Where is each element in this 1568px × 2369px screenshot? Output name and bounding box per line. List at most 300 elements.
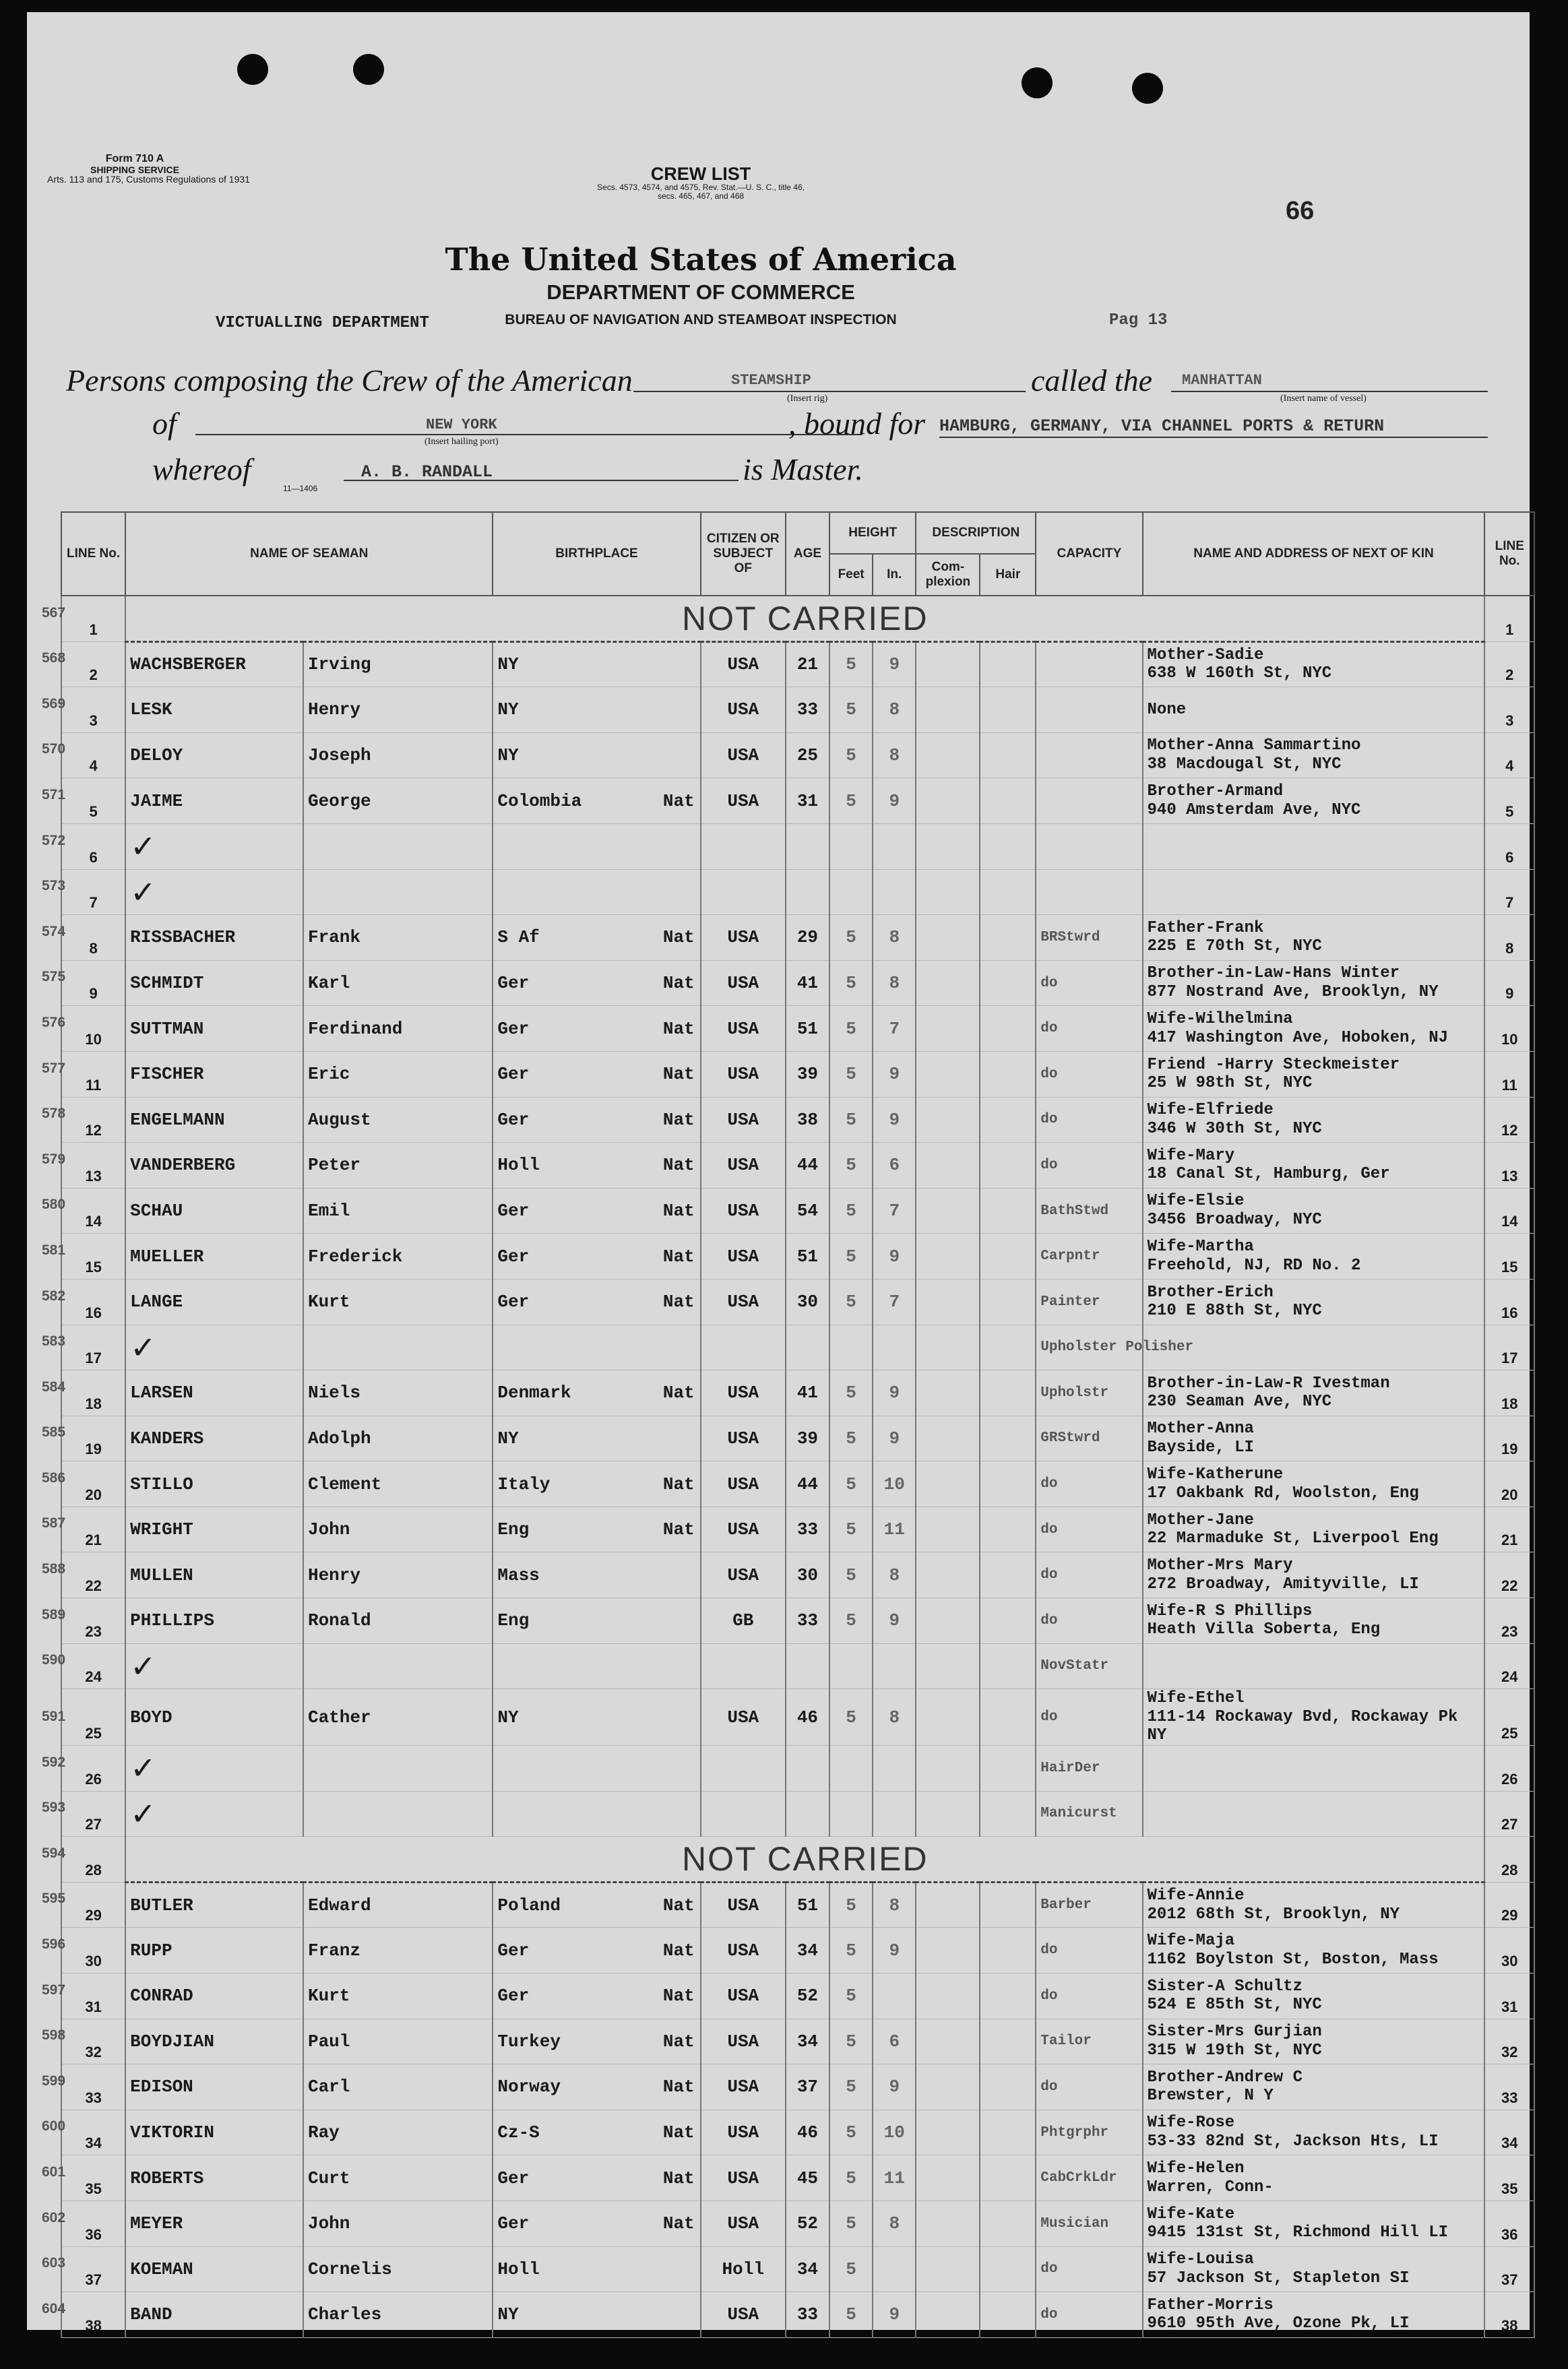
height-feet: 5 xyxy=(829,1973,873,2019)
line-number-right: 20 xyxy=(1484,1461,1534,1507)
birthplace-value: Eng xyxy=(497,1519,530,1540)
naturalized-mark: Nat xyxy=(662,1519,695,1540)
kin-name: Wife-R S Phillips xyxy=(1147,1602,1313,1620)
crew-row xyxy=(61,1791,1534,1837)
col-hair: Hair xyxy=(980,554,1036,596)
birthplace-value: Norway xyxy=(497,2077,561,2097)
birthplace-value: S Af xyxy=(497,927,540,948)
kin-name: Brother-in-Law-R Ivestman xyxy=(1147,1374,1390,1393)
complexion xyxy=(916,1461,980,1507)
line-number-right: 37 xyxy=(1484,2246,1534,2292)
height-inches: 6 xyxy=(873,1143,916,1189)
line-number-value: 23 xyxy=(85,1622,102,1640)
height-feet: 5 xyxy=(829,1507,873,1552)
height-inches: 9 xyxy=(873,641,916,687)
age xyxy=(786,1746,829,1792)
kin-name: Wife-Annie xyxy=(1147,1887,1245,1905)
not-carried-text: NOT CARRIED xyxy=(682,599,929,637)
line-number xyxy=(42,2292,125,2338)
birthplace-value: Holl xyxy=(497,2259,540,2279)
hair xyxy=(980,2201,1036,2246)
complexion xyxy=(916,1234,980,1280)
called-label: called the xyxy=(1031,363,1153,398)
capacity: Carpntr xyxy=(1036,1234,1142,1280)
citizenship: USA xyxy=(701,915,786,961)
surname xyxy=(125,1325,303,1370)
age: 39 xyxy=(786,1416,829,1461)
check-mark-icon: ✓ xyxy=(130,828,156,865)
birthplace-value: Ger xyxy=(497,2213,530,2234)
whereof-label: whereof xyxy=(152,452,251,486)
naturalized-mark: Nat xyxy=(662,2077,695,2097)
line-number-right: 13 xyxy=(1484,1143,1534,1189)
serial-stamp: 576 xyxy=(42,1014,66,1030)
hair xyxy=(980,2019,1036,2064)
citizenship: Holl xyxy=(701,2246,786,2292)
citizenship: USA xyxy=(701,1507,786,1552)
birthplace xyxy=(493,1006,700,1052)
capacity: Painter xyxy=(1036,1279,1142,1325)
crew-row xyxy=(61,960,1534,1006)
surname: JAIME xyxy=(125,778,303,824)
height-feet: 5 xyxy=(829,915,873,961)
hair xyxy=(980,2246,1036,2292)
line-number-right: 6 xyxy=(1484,823,1534,869)
kin-name: Wife-Louisa xyxy=(1147,2250,1254,2269)
height-feet: 5 xyxy=(829,2019,873,2064)
line-number-value: 18 xyxy=(85,1395,102,1412)
serial-stamp: 591 xyxy=(42,1709,66,1725)
complexion xyxy=(916,2064,980,2110)
crew-table xyxy=(42,511,1535,2338)
line-number-right: 35 xyxy=(1484,2155,1534,2201)
citizenship: USA xyxy=(701,2201,786,2246)
citizenship: USA xyxy=(701,687,786,733)
hair xyxy=(980,1097,1036,1143)
capacity: do xyxy=(1036,1689,1142,1746)
line-number-right: 19 xyxy=(1484,1416,1534,1461)
birthplace-value: Denmark xyxy=(497,1383,571,1403)
line-number-value: 7 xyxy=(89,894,98,912)
serial-stamp: 567 xyxy=(42,604,66,621)
height-feet: 5 xyxy=(829,732,873,778)
line-number-right: 26 xyxy=(1484,1746,1534,1792)
next-of-kin xyxy=(1143,1051,1485,1097)
surname: ROBERTS xyxy=(125,2155,303,2201)
not-carried-text: NOT CARRIED xyxy=(682,1840,929,1878)
citizenship: USA xyxy=(701,778,786,824)
complexion xyxy=(916,2246,980,2292)
department-heading: DEPARTMENT OF COMMERCE xyxy=(546,280,855,304)
surname: BAND xyxy=(125,2292,303,2338)
kin-address: 940 Amsterdam Ave, NYC xyxy=(1147,800,1361,819)
serial-stamp: 584 xyxy=(42,1379,66,1395)
citizenship: USA xyxy=(701,1973,786,2019)
hair xyxy=(980,732,1036,778)
next-of-kin xyxy=(1143,1006,1485,1052)
line-number-right: 38 xyxy=(1484,2292,1534,2338)
given-name: Kurt xyxy=(303,1973,493,2019)
crew-row xyxy=(61,2201,1534,2246)
birthplace-value: NY xyxy=(497,745,519,766)
height-feet: 5 xyxy=(829,1928,873,1973)
birthplace-value: Ger xyxy=(497,1109,530,1130)
citizenship: USA xyxy=(701,641,786,687)
birthplace-value: Ger xyxy=(497,1292,530,1313)
birthplace xyxy=(493,2155,700,2201)
naturalized-mark: Nat xyxy=(662,790,695,811)
height-inches: 11 xyxy=(873,1507,916,1552)
line-number xyxy=(42,1006,125,1052)
height-feet: 5 xyxy=(829,687,873,733)
citizenship xyxy=(701,1791,786,1837)
serial-stamp: 585 xyxy=(42,1424,66,1441)
line-number xyxy=(42,1837,125,1883)
line-number xyxy=(42,596,125,641)
given-name: Joseph xyxy=(303,732,493,778)
given-name: Henry xyxy=(303,687,493,733)
complexion xyxy=(916,1143,980,1189)
crew-row xyxy=(61,1552,1534,1598)
birthplace xyxy=(493,1279,700,1325)
surname: STILLO xyxy=(125,1461,303,1507)
kin-name: Father-Morris xyxy=(1147,2296,1274,2314)
given-name: Eric xyxy=(303,1051,493,1097)
surname xyxy=(125,1746,303,1792)
next-of-kin xyxy=(1143,1097,1485,1143)
kin-address: 9610 95th Ave, Ozone Pk, LI xyxy=(1147,2314,1410,2333)
kin-address: 111-14 Rockaway Bvd, Rockaway Pk NY xyxy=(1147,1707,1458,1745)
line-number-value: 4 xyxy=(89,757,98,775)
kin-name: Wife-Katherune xyxy=(1147,1465,1284,1484)
line-number xyxy=(42,2155,125,2201)
birthplace xyxy=(493,869,700,915)
line-number xyxy=(42,869,125,915)
height-feet: 5 xyxy=(829,1461,873,1507)
height-inches: 9 xyxy=(873,1051,916,1097)
line-number-value: 1 xyxy=(89,621,98,638)
surname: SCHAU xyxy=(125,1188,303,1234)
citizenship: USA xyxy=(701,1006,786,1052)
birthplace xyxy=(493,1643,700,1689)
citizenship: USA xyxy=(701,1279,786,1325)
kin-name: Mother-Anna xyxy=(1147,1420,1254,1439)
capacity: NovStatr xyxy=(1036,1643,1142,1689)
page-stamp: 66 xyxy=(1286,197,1315,225)
line-number xyxy=(42,641,125,687)
crew-row xyxy=(61,1416,1534,1461)
hair xyxy=(980,869,1036,915)
line-number-right: 4 xyxy=(1484,732,1534,778)
next-of-kin xyxy=(1143,1234,1485,1280)
crew-row xyxy=(61,2110,1534,2155)
surname: EDISON xyxy=(125,2064,303,2110)
citizenship: USA xyxy=(701,2292,786,2338)
birthplace xyxy=(493,1791,700,1837)
citizenship: USA xyxy=(701,1461,786,1507)
birthplace xyxy=(493,732,700,778)
title-block xyxy=(512,164,889,201)
next-of-kin xyxy=(1143,1598,1485,1644)
line-number xyxy=(42,1882,125,1928)
age: 34 xyxy=(786,1928,829,1973)
naturalized-mark: Nat xyxy=(662,1018,695,1039)
citizenship: USA xyxy=(701,1051,786,1097)
given-name: Emil xyxy=(303,1188,493,1234)
height-feet: 5 xyxy=(829,1370,873,1416)
given-name: Ferdinand xyxy=(303,1006,493,1052)
col-line-no-right: LINE No. xyxy=(1484,512,1534,596)
birthplace-value: NY xyxy=(497,2304,519,2325)
capacity: Upholster Polisher xyxy=(1036,1325,1142,1370)
surname: ENGELMANN xyxy=(125,1097,303,1143)
next-of-kin xyxy=(1143,2064,1485,2110)
hair xyxy=(980,1507,1036,1552)
birthplace-value: NY xyxy=(497,1707,519,1728)
line-number xyxy=(42,2201,125,2246)
birthplace xyxy=(493,1746,700,1792)
hair xyxy=(980,2110,1036,2155)
capacity: Upholstr xyxy=(1036,1370,1142,1416)
line-number-right: 31 xyxy=(1484,1973,1534,2019)
birthplace xyxy=(493,2110,700,2155)
line-number xyxy=(42,1234,125,1280)
age: 33 xyxy=(786,687,829,733)
kin-name: Brother-in-Law-Hans Winter xyxy=(1147,964,1400,983)
citizenship: USA xyxy=(701,2019,786,2064)
line-number-right: 3 xyxy=(1484,687,1534,733)
vessel-line xyxy=(1171,389,1488,392)
height-feet xyxy=(829,1643,873,1689)
height-feet: 5 xyxy=(829,2292,873,2338)
age: 34 xyxy=(786,2019,829,2064)
given-name: Charles xyxy=(303,2292,493,2338)
line-number-value: 25 xyxy=(85,1725,102,1742)
birthplace xyxy=(493,2064,700,2110)
citizenship: USA xyxy=(701,1552,786,1598)
capacity: do xyxy=(1036,1143,1142,1189)
kin-address: 25 W 98th St, NYC xyxy=(1147,1074,1313,1093)
next-of-kin xyxy=(1143,778,1485,824)
kin-name: Wife-Helen xyxy=(1147,2159,1245,2178)
next-of-kin xyxy=(1143,2201,1485,2246)
next-of-kin xyxy=(1143,641,1485,687)
col-complexion: Com-plexion xyxy=(916,554,980,596)
crew-row xyxy=(61,2155,1534,2201)
next-of-kin xyxy=(1143,1143,1485,1189)
given-name: Clement xyxy=(303,1461,493,1507)
bureau-heading: BUREAU OF NAVIGATION AND STEAMBOAT INSPECTION xyxy=(505,312,897,327)
height-feet: 5 xyxy=(829,1689,873,1746)
age: 31 xyxy=(786,778,829,824)
citizenship xyxy=(701,1325,786,1370)
line-number-right: 34 xyxy=(1484,2110,1534,2155)
given-name: John xyxy=(303,1507,493,1552)
capacity: do xyxy=(1036,2246,1142,2292)
serial-stamp: 583 xyxy=(42,1333,66,1350)
birthplace-value: Ger xyxy=(497,1064,530,1085)
line-number xyxy=(42,1598,125,1644)
kin-address: 18 Canal St, Hamburg, Ger xyxy=(1147,1165,1390,1184)
height-feet xyxy=(829,1746,873,1792)
citizenship: USA xyxy=(701,960,786,1006)
kin-address: 53-33 82nd St, Jackson Hts, LI xyxy=(1147,2133,1439,2151)
surname: RUPP xyxy=(125,1928,303,1973)
department-stamp: VICTUALLING DEPARTMENT xyxy=(216,314,429,332)
crew-row xyxy=(61,2246,1534,2292)
height-feet: 5 xyxy=(829,2201,873,2246)
given-name: Frank xyxy=(303,915,493,961)
punch-hole xyxy=(1132,73,1163,104)
serial-stamp: 582 xyxy=(42,1288,66,1304)
height-inches: 11 xyxy=(873,2155,916,2201)
hair xyxy=(980,1791,1036,1837)
birthplace-value: Ger xyxy=(497,973,530,994)
kin-address: 417 Washington Ave, Hoboken, NJ xyxy=(1147,1028,1449,1047)
surname: CONRAD xyxy=(125,1973,303,2019)
given-name: Adolph xyxy=(303,1416,493,1461)
master-label: is Master. xyxy=(743,452,863,486)
vessel-caption: (Insert name of vessel) xyxy=(1280,393,1367,404)
serial-stamp: 590 xyxy=(42,1652,66,1668)
birthplace-value: Poland xyxy=(497,1895,561,1916)
serial-stamp: 598 xyxy=(42,2027,66,2044)
line-number xyxy=(42,1689,125,1746)
line-number xyxy=(42,1928,125,1973)
age: 46 xyxy=(786,1689,829,1746)
serial-stamp: 580 xyxy=(42,1197,66,1213)
surname: MULLEN xyxy=(125,1552,303,1598)
line-number-right: 27 xyxy=(1484,1791,1534,1837)
kin-name: Wife-Maja xyxy=(1147,1932,1235,1951)
age xyxy=(786,869,829,915)
serial-stamp: 589 xyxy=(42,1606,66,1622)
height-feet: 5 xyxy=(829,1097,873,1143)
not-carried-note xyxy=(125,596,1484,641)
statute-line-2: secs. 465, 467, and 468 xyxy=(657,191,745,201)
height-inches xyxy=(873,1973,916,2019)
next-of-kin xyxy=(1143,823,1485,869)
kin-address: 1162 Boylston St, Boston, Mass xyxy=(1147,1950,1439,1969)
birthplace xyxy=(493,1370,700,1416)
next-of-kin xyxy=(1143,2246,1485,2292)
crew-row xyxy=(61,1234,1534,1280)
age: 44 xyxy=(786,1461,829,1507)
age: 30 xyxy=(786,1279,829,1325)
height-inches: 9 xyxy=(873,1097,916,1143)
crew-row xyxy=(61,2064,1534,2110)
hair xyxy=(980,1188,1036,1234)
crew-row xyxy=(61,1188,1534,1234)
line-number-right: 2 xyxy=(1484,641,1534,687)
line-number-value: 27 xyxy=(85,1816,102,1833)
surname: FISCHER xyxy=(125,1051,303,1097)
birthplace-value: Ger xyxy=(497,1018,530,1039)
age: 52 xyxy=(786,1973,829,2019)
birthplace xyxy=(493,2292,700,2338)
height-feet: 5 xyxy=(829,1552,873,1598)
height-inches xyxy=(873,869,916,915)
serial-stamp: 587 xyxy=(42,1515,66,1531)
line-number xyxy=(42,1188,125,1234)
birthplace-value: Colombia xyxy=(497,790,582,811)
age: 51 xyxy=(786,1006,829,1052)
height-inches: 8 xyxy=(873,687,916,733)
age: 33 xyxy=(786,1598,829,1644)
next-of-kin xyxy=(1143,1928,1485,1973)
capacity xyxy=(1036,641,1142,687)
destination-value: HAMBURG, GERMANY, VIA CHANNEL PORTS & RETURN xyxy=(939,416,1385,436)
birthplace xyxy=(493,1973,700,2019)
surname: SCHMIDT xyxy=(125,960,303,1006)
age xyxy=(786,823,829,869)
height-inches: 6 xyxy=(873,2019,916,2064)
line-number-right: 5 xyxy=(1484,778,1534,824)
serial-stamp: 588 xyxy=(42,1561,66,1577)
naturalized-mark: Nat xyxy=(662,2122,695,2143)
citizenship: USA xyxy=(701,1188,786,1234)
next-of-kin xyxy=(1143,1461,1485,1507)
capacity: do xyxy=(1036,1097,1142,1143)
complexion xyxy=(916,869,980,915)
vessel-value: MANHATTAN xyxy=(1182,372,1262,389)
capacity: Phtgrphr xyxy=(1036,2110,1142,2155)
line-number-value: 3 xyxy=(89,712,98,729)
hair xyxy=(980,1552,1036,1598)
surname: KANDERS xyxy=(125,1416,303,1461)
height-inches: 7 xyxy=(873,1006,916,1052)
next-of-kin xyxy=(1143,2292,1485,2338)
surname: LESK xyxy=(125,687,303,733)
birthplace xyxy=(493,1097,700,1143)
surname: VIKTORIN xyxy=(125,2110,303,2155)
citizenship: USA xyxy=(701,1689,786,1746)
kin-name: Wife-Rose xyxy=(1147,2114,1235,2133)
of-label: of xyxy=(152,406,177,441)
serial-stamp: 600 xyxy=(42,2118,66,2135)
line-number-value: 9 xyxy=(89,985,98,1003)
capacity: do xyxy=(1036,1461,1142,1507)
line-number xyxy=(42,1370,125,1416)
height-inches xyxy=(873,1746,916,1792)
serial-stamp: 578 xyxy=(42,1106,66,1122)
kin-name: Mother-Sadie xyxy=(1147,645,1264,664)
line-number xyxy=(42,1325,125,1370)
birthplace xyxy=(493,641,700,687)
capacity: do xyxy=(1036,1051,1142,1097)
next-of-kin xyxy=(1143,1552,1485,1598)
birthplace xyxy=(493,915,700,961)
line-number-right: 16 xyxy=(1484,1279,1534,1325)
serial-stamp: 570 xyxy=(42,741,66,757)
line-number-value: 8 xyxy=(89,939,98,957)
height-feet: 5 xyxy=(829,2155,873,2201)
hair xyxy=(980,1461,1036,1507)
line-number-value: 30 xyxy=(85,1953,102,1969)
next-of-kin xyxy=(1143,1643,1485,1689)
kin-address: 9415 131st St, Richmond Hill LI xyxy=(1147,2223,1449,2242)
line-number-value: 26 xyxy=(85,1770,102,1788)
line-number-right: 24 xyxy=(1484,1643,1534,1689)
line-number-right: 36 xyxy=(1484,2201,1534,2246)
given-name: Carl xyxy=(303,2064,493,2110)
next-of-kin xyxy=(1143,869,1485,915)
naturalized-mark: Nat xyxy=(662,1986,695,2007)
next-of-kin xyxy=(1143,1188,1485,1234)
complexion xyxy=(916,915,980,961)
age xyxy=(786,1325,829,1370)
complexion xyxy=(916,1598,980,1644)
